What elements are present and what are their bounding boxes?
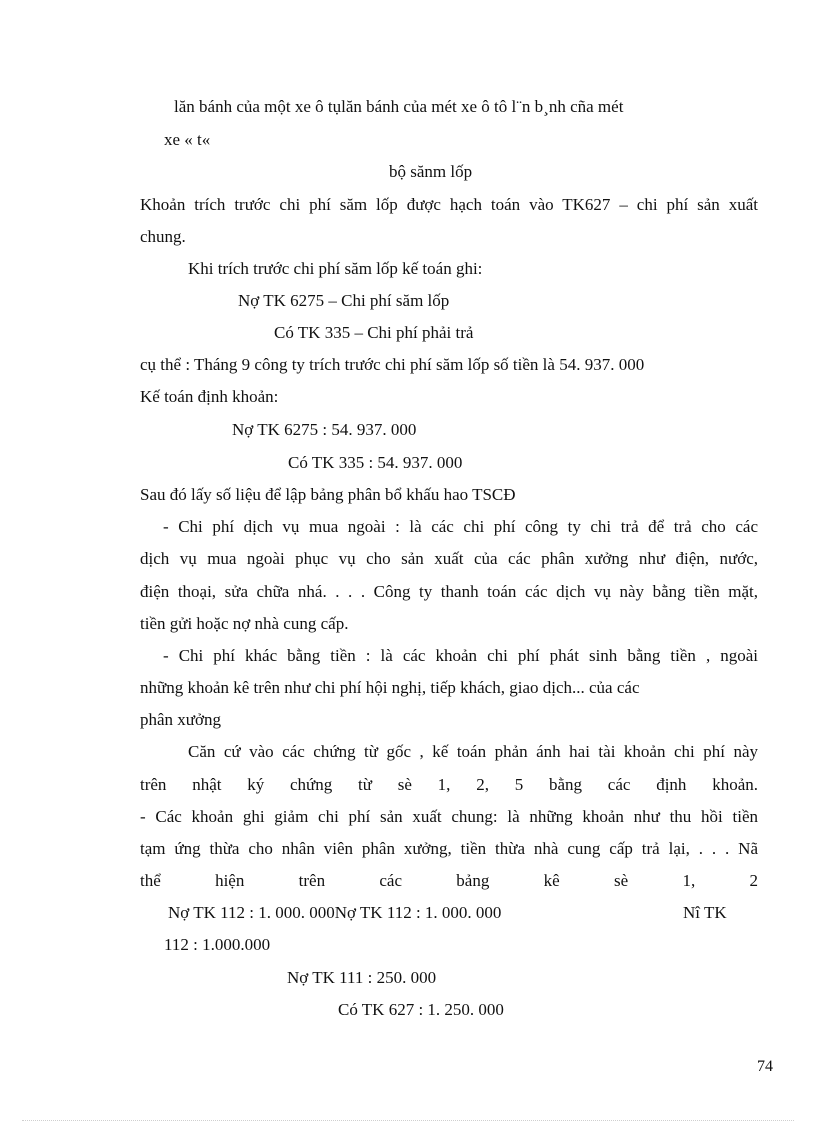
journal-entry-debit: Nî TK [683,903,727,922]
paragraph-line: - Chi phí khác bằng tiền : là các khoản chi phí phát sinh bằng tiền , ngoài [163,646,758,665]
journal-entry-debit: Nợ TK 111 : 250. 000 [287,968,437,987]
text-line: lăn bánh của một xe ô tụlăn bánh của mét xe ô tô l¨n b¸nh cña mét [174,97,624,116]
paragraph-line: Sau đó lấy số liệu để lập bảng phân bổ khấu hao TSCĐ [140,485,516,504]
page-number: 74 [757,1058,773,1075]
paragraph-line: Khoản trích trước chi phí săm lốp được hạch toán vào TK627 – chi phí sản xuất [140,195,758,214]
paragraph-line: điện thoại, sửa chữa nhá. . . . Công ty thanh toán các dịch vụ này bằng tiền mặt, [140,582,758,601]
paragraph-line: Căn cứ vào các chứng từ gốc , kế toán phản ánh hai tài khoản chi phí này [188,742,758,761]
paragraph-line: những khoản kê trên như chi phí hội nghị, tiếp khách, giao dịch... của các [140,678,640,697]
journal-entry-debit: Nợ TK 6275 – Chi phí săm lốp [238,291,450,310]
section-heading: bộ sănm lốp [389,162,473,181]
paragraph-line: phân xưởng [140,710,221,729]
paragraph-line: dịch vụ mua ngoài phục vụ cho sản xuất của các phân xưởng như điện, nước, [140,549,758,568]
paragraph-line: Khi trích trước chi phí săm lốp kế toán ghi: [188,259,483,278]
journal-entry-credit: Có TK 335 – Chi phí phải trả [274,323,474,342]
paragraph-line: tạm ứng thừa cho nhân viên phân xưởng, tiền thừa nhà cung cấp trả lại, . . . Nã [140,839,758,858]
journal-entry-debit: Nợ TK 6275 : 54. 937. 000 [232,420,417,439]
footer-divider [22,1120,794,1121]
text-line: xe « t« [164,130,211,149]
paragraph-line: tiền gửi hoặc nợ nhà cung cấp. [140,614,349,633]
journal-entry-debit: Nợ TK 112 : 1. 000. 000Nợ TK 112 : 1. 000. 000 [168,903,502,922]
journal-entry-amount: 112 : 1.000.000 [164,935,271,954]
paragraph-line: Kế toán định khoản: [140,387,279,406]
paragraph-line: - Chi phí dịch vụ mua ngoài : là các chi phí công ty chi trả để trả cho các [163,517,758,536]
paragraph-line: chung. [140,227,186,246]
paragraph-line: - Các khoản ghi giảm chi phí sản xuất chung: là những khoản như thu hồi tiền [140,807,758,826]
journal-entry-credit: Có TK 335 : 54. 937. 000 [288,453,463,472]
journal-entry-credit: Có TK 627 : 1. 250. 000 [338,1000,504,1019]
paragraph-line: trên nhật ký chứng từ sè 1, 2, 5 bằng các định khoản. [140,775,758,794]
paragraph-line: cụ thể : Tháng 9 công ty trích trước chi phí săm lốp số tiền là 54. 937. 000 [140,355,645,374]
paragraph-line: thể hiện trên các bảng kê sè 1, 2 [140,871,758,890]
